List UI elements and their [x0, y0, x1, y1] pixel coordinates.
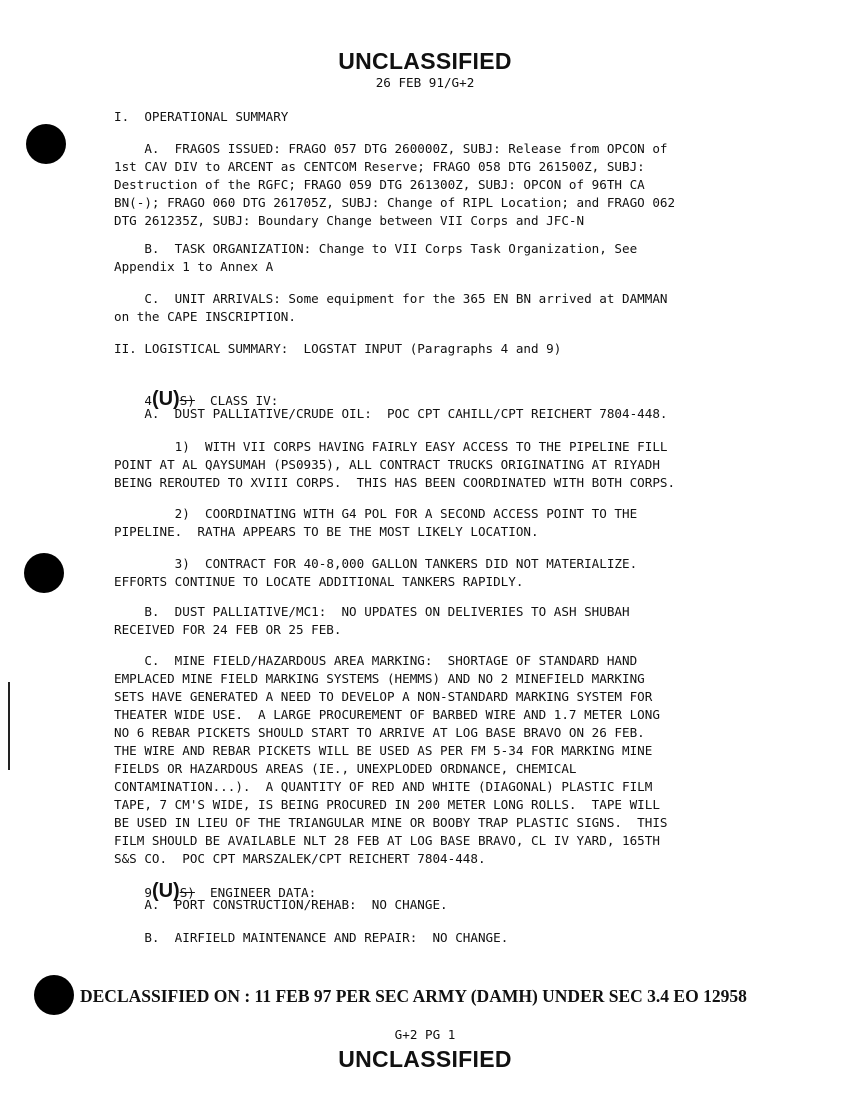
- para-4-title: CLASS IV:: [210, 393, 279, 408]
- para-9b-airfield-maintenance: B. AIRFIELD MAINTENANCE AND REPAIR: NO CHANGE.: [114, 930, 509, 945]
- section-logistical-summary: II. LOGISTICAL SUMMARY: LOGSTAT INPUT (Paragraphs 4 and 9): [114, 341, 562, 356]
- classification-header: UNCLASSIFIED: [338, 48, 512, 74]
- para-task-organization: B. TASK ORGANIZATION: Change to VII Corps Task Organization, See Appendix 1 to Annex A: [114, 241, 638, 274]
- date-line: 26 FEB 91/G+2: [375, 75, 475, 90]
- section-operational-summary: I. OPERATIONAL SUMMARY: [114, 109, 289, 124]
- para-4-marking: (U): [151, 388, 180, 410]
- para-4b-dust-mc1: B. DUST PALLIATIVE/MC1: NO UPDATES ON DELIVERIES TO ASH SHUBAH RECEIVED FOR 24 FEB OR 25 FEB.: [114, 604, 630, 637]
- para-4a2-second-access: 2) COORDINATING WITH G4 POL FOR A SECOND ACCESS POINT TO THE PIPELINE. RATHA APPEARS TO BE THE MOST LIKELY LOCATION.: [114, 506, 638, 539]
- para-9-struck-marking: S): [179, 885, 195, 900]
- para-4-struck-marking: S): [179, 393, 195, 408]
- punch-hole-bottom: [34, 975, 74, 1015]
- para-9-title: ENGINEER DATA:: [210, 885, 317, 900]
- classification-footer: UNCLASSIFIED: [338, 1046, 512, 1072]
- page-reference: G+2 PG 1: [394, 1027, 456, 1042]
- declassification-stamp: DECLASSIFIED ON : 11 FEB 97 PER SEC ARMY (DAMH) UNDER SEC 3.4 EO 12958: [80, 986, 747, 1006]
- para-unit-arrivals: C. UNIT ARRIVALS: Some equipment for the 365 EN BN arrived at DAMMAN on the CAPE INSCRIPTION.: [114, 291, 668, 324]
- para-4-number: 4: [144, 393, 152, 408]
- margin-mark: [8, 682, 10, 770]
- para-9-marking: (U): [151, 880, 180, 902]
- para-9-number: 9: [144, 885, 152, 900]
- punch-hole-top: [26, 124, 66, 164]
- para-frago-issued: A. FRAGOS ISSUED: FRAGO 057 DTG 260000Z, SUBJ: Release from OPCON of 1st CAV DIV to ARCENT as CENTCOM Reserve; FRAGO 058 DTG 261500Z, SUBJ: Destruction of the RGFC; FRAGO 059 DTG 261300Z, SUBJ: OPCON of 96TH CA BN(-); FRAGO 060 DTG 261705Z, SUBJ: Change of RIPL Location; and FRAGO 062 DTG 261235Z, SUBJ: Boundary Change between VII Corps and JFC-N: [114, 141, 676, 228]
- para-9a-port-construction: A. PORT CONSTRUCTION/REHAB: NO CHANGE.: [114, 897, 448, 912]
- para-4a-dust-crude-oil: A. DUST PALLIATIVE/CRUDE OIL: POC CPT CAHILL/CPT REICHERT 7804-448.: [114, 406, 668, 421]
- punch-hole-middle: [24, 553, 64, 593]
- para-4c-mine-field-marking: C. MINE FIELD/HAZARDOUS AREA MARKING: SHORTAGE OF STANDARD HAND EMPLACED MINE FIELD MARKING SYSTEMS (HEMMS) AND NO 2 MINEFIELD MARKING SETS HAVE GENERATED A NEED TO DEVELOP A NON-STANDARD MARKING SYSTEM FOR THEATER WIDE USE. A LARGE PROCUREMENT OF BARBED WIRE AND 1.7 METER LONG NO 6 REBAR PICKETS SHOULD START TO ARRIVE AT LOG BASE BRAVO ON 26 FEB. THE WIRE AND REBAR PICKETS WILL BE USED AS PER FM 5-34 FOR MARKING MINE FIELDS OR HAZARDOUS AREAS (IE., UNEXPLODED ORDNANCE, CHEMICAL CONTAMINATION...). A QUANTITY OF RED AND WHITE (DIAGONAL) PLASTIC FILM TAPE, 7 CM'S WIDE, IS BEING PROCURED IN 200 METER LONG ROLLS. TAPE WILL BE USED IN LIEU OF THE TRIANGULAR MINE OR BOOBY TRAP PLASTIC SIGNS. THIS FILM SHOULD BE AVAILABLE NLT 28 FEB AT LOG BASE BRAVO, CL IV YARD, 165TH S&S CO. POC CPT MARSZALEK/CPT REICHERT 7804-448.: [114, 653, 668, 866]
- para-4a1-pipeline: 1) WITH VII CORPS HAVING FAIRLY EASY ACCESS TO THE PIPELINE FILL POINT AT AL QAYSUMAH (PS0935), ALL CONTRACT TRUCKS ORIGINATING AT RIYADH BEING REROUTED TO XVIII CORPS. THIS HAS BEEN COORDINATED WITH BOTH CORPS.: [114, 439, 676, 490]
- para-4a3-tankers: 3) CONTRACT FOR 40-8,000 GALLON TANKERS DID NOT MATERIALIZE. EFFORTS CONTINUE TO LOCATE ADDITIONAL TANKERS RAPIDLY.: [114, 556, 638, 589]
